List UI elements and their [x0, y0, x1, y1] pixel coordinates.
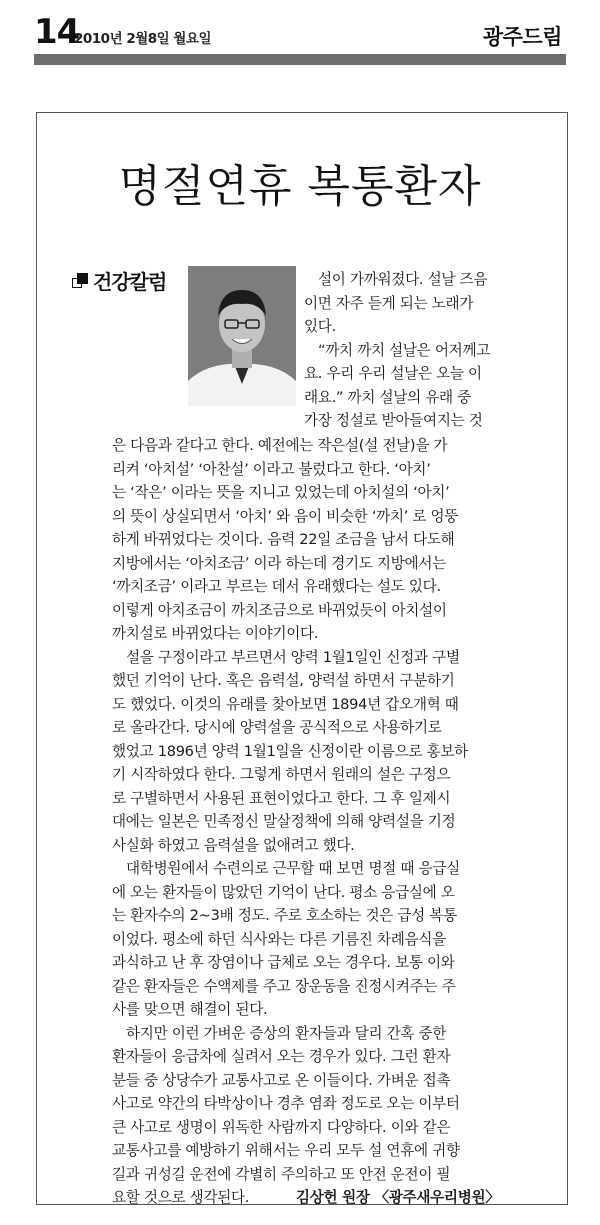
article-body	[112, 434, 537, 1210]
body-line: 사를 맞으면 해결이 된다.	[112, 1001, 268, 1018]
body-line: 는 환자수의 2~3배 정도. 주로 호소하는 것은 급성 복통	[112, 907, 457, 924]
body-line: 의 뜻이 상실되면서 ‘아치’ 와 음이 비슷한 ‘까치’ 로 엉뚱	[112, 507, 459, 525]
body-line: 큰 사고로 생명이 위독한 사람까지 다양하다. 이와 같은	[112, 1118, 451, 1136]
body-line: 교통사고를 예방하기 위해서는 우리 모두 설 연휴에 귀향	[112, 1142, 460, 1159]
body-line: 사실화 하였고 음력설을 없애려고 했다.	[112, 836, 355, 854]
body-line: 환자들이 응급차에 실려서 오는 경우가 있다. 그런 환자	[112, 1048, 451, 1065]
body-line: 분들 중 상당수가 교통사고로 온 이들이다. 가벼운 접촉	[112, 1071, 451, 1089]
body-line: 요할 것으로 생각된다.	[112, 1189, 250, 1206]
body-line-last	[112, 1186, 537, 1210]
body-line: ‘까치조금’ 이라고 부르는 데서 유래했다는 설도 있다.	[112, 578, 441, 595]
columnist-portrait	[188, 266, 296, 406]
body-line: 는 ‘작은’ 이라는 뜻을 지니고 있었는데 아치설의 ‘아치’	[112, 484, 450, 501]
body-line: 도 했었다. 이것의 유래를 찾아보면 1894년 갑오개혁 때	[112, 695, 459, 713]
body-line: 설을 구정이라고 부르면서 양력 1월1일인 신정과 구별	[126, 648, 460, 666]
body-line: 기 시작하였다 한다. 그렇게 하면서 원래의 설은 구정으	[112, 766, 451, 783]
intro-line: 래요.” 까치 설날의 유래 중	[304, 388, 471, 406]
author-signature: 김상헌 원장 〈광주새우리병원〉	[295, 1189, 500, 1206]
article-headline: 명절연휴 복통환자	[118, 161, 482, 212]
header-rule	[34, 54, 566, 65]
intro-paragraph	[304, 268, 534, 433]
intro-line: 가장 정설로 받아들여지는 것	[304, 412, 483, 429]
issue-date: 2010년 2월8일 월요일	[74, 31, 212, 47]
page-number: 14	[34, 12, 80, 52]
page-header	[0, 0, 600, 70]
intro-line: 있다.	[304, 318, 336, 335]
column-label	[72, 266, 166, 295]
body-line: 과식하고 난 후 장염이나 급체로 오는 경우다. 보통 이와	[112, 954, 455, 971]
body-line: 길과 귀성길 운전에 각별히 주의하고 또 안전 운전이 필	[112, 1165, 451, 1183]
body-line: 리켜 ‘아치설’ ‘아찬설’ 이라고 불렀다고 한다. ‘아치’	[112, 460, 431, 478]
body-line: 이었다. 평소에 하던 식사와는 다른 기름진 차례음식을	[112, 930, 446, 948]
intro-line: 요. 우리 우리 설날은 오늘 이	[304, 365, 482, 382]
body-line: 하게 바뀌었다는 것이다. 음력 22일 조금을 남서 다도해	[112, 531, 455, 548]
body-line: 했었고 1896년 양력 1월1일을 신정이란 이름으로 홍보하	[112, 742, 468, 760]
intro-line: “까치 까치 설날은 어저께고	[318, 341, 491, 359]
intro-line: 이면 자주 듣게 되는 노래가	[304, 294, 474, 312]
body-line: 사고로 약간의 타박상이나 경추 염좌 정도로 오는 이부터	[112, 1095, 460, 1112]
body-line: 같은 환자들은 수액제를 주고 장운동을 진정시켜주는 주	[112, 977, 456, 995]
body-line: 은 다음과 같다고 한다. 예전에는 작은설(설 전날)을 가	[112, 437, 448, 454]
body-line: 했던 기억이 난다. 혹은 음력설, 양력설 하면서 구분하기	[112, 672, 455, 689]
body-line: 이렇게 아치조금이 까치조금으로 바뀌었듯이 아치설이	[112, 601, 447, 619]
square-bullet-icon	[72, 272, 90, 290]
columnist-photo	[188, 266, 296, 406]
column-label-text: 건강칼럼	[93, 270, 167, 294]
body-line: 로 구별하면서 사용된 표현이었다고 한다. 그 후 일제시	[112, 789, 451, 807]
body-line: 하지만 이런 가벼운 증상의 환자들과 달리 간혹 중한	[126, 1024, 447, 1042]
intro-line: 설이 가까워졌다. 설날 즈음	[318, 271, 488, 288]
publication-name: 광주드림	[482, 25, 562, 49]
body-line: 에 오는 환자들이 많았던 기억이 난다. 평소 응급실에 오	[112, 883, 455, 901]
body-line: 대학병원에서 수련의로 근무할 때 보면 명절 때 응급실	[126, 860, 460, 877]
body-line: 로 올라간다. 당시에 양력설을 공식적으로 사용하기로	[112, 719, 442, 736]
body-line: 지방에서는 ‘아치조금’ 이라 하는데 경기도 지방에서는	[112, 554, 446, 572]
body-line: 까치설로 바뀌었다는 이야기이다.	[112, 625, 319, 642]
body-line: 대에는 일본은 민족정신 말살정책에 의해 양력설을 기정	[112, 813, 456, 830]
